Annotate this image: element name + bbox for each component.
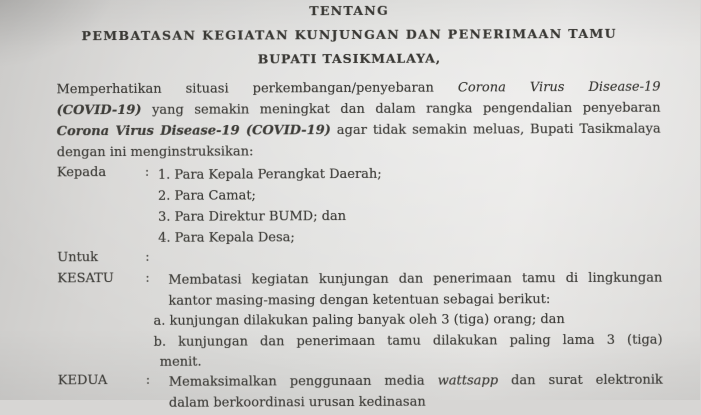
- kesatu-body: [153, 269, 663, 374]
- kedua-body: [169, 371, 663, 414]
- kepada-colon: :: [144, 164, 150, 180]
- preamble-text: Memperhatikan situasi perkembangan/penyebaran: [56, 80, 458, 98]
- kedua-text: Memaksimalkan penggunaan media: [168, 373, 438, 390]
- doc-title-tentang: TENTANG: [309, 2, 390, 19]
- preamble-text: dengan ini menginstruksikan:: [56, 144, 254, 161]
- kepada-item: 1. Para Kepala Perangkat Daerah;: [157, 166, 382, 183]
- preamble-line: [57, 140, 661, 164]
- kesatu-line: menit.: [159, 354, 202, 370]
- kepada-item: 3. Para Direktur BUMD; dan: [158, 209, 347, 225]
- kepada-list: [158, 163, 658, 249]
- kepada-label: Kepada: [56, 165, 107, 181]
- kepada-item: 4. Para Kepala Desa;: [158, 230, 295, 246]
- kesatu-line: kantor masing-masing dengan ketentuan sebagai berikut:: [168, 291, 551, 309]
- kesatu-label: KESATU: [57, 271, 114, 287]
- untuk-label: Untuk: [57, 250, 99, 266]
- untuk-colon: :: [145, 249, 150, 265]
- kepada-item: 2. Para Camat;: [157, 188, 256, 204]
- preamble-line: [56, 77, 660, 101]
- preamble-text: agar tidak semakin meluas, Bupati Tasikmalaya: [330, 121, 661, 139]
- kesatu-subitem-b: b. kunjungan dan penerimaan tamu dilakukan paling lama 3 (tiga): [153, 332, 663, 350]
- kedua-text: dan surat elektronik: [498, 372, 663, 389]
- covid-term-italic: Corona Virus Disease-19: [457, 79, 661, 96]
- kesatu-colon: :: [145, 270, 150, 286]
- wattsapp-italic: wattsapp: [437, 373, 499, 389]
- kedua-clipped-line: dalam berkoordinasi urusan kedinasan: [168, 394, 426, 411]
- preamble-paragraph: [56, 77, 660, 164]
- doc-title-issuer: BUPATI TASIKMALAYA,: [257, 50, 442, 67]
- preamble-text: yang semakin meningkat dan dalam rangka pengendalian penyebaran: [141, 100, 661, 118]
- kesatu-line: Membatasi kegiatan kunjungan dan penerimaan tamu di lingkungan: [168, 270, 663, 288]
- kesatu-subitem-a: a. kunjungan dilakukan paling banyak oleh 3 (tiga) orang; dan: [153, 312, 565, 329]
- preamble-line: [57, 119, 661, 143]
- doc-title-subject: PEMBATASAN KEGIATAN KUNJUNGAN DAN PENERIMAAN TAMU: [81, 25, 618, 44]
- kedua-colon: :: [145, 372, 151, 388]
- kedua-line: [169, 371, 663, 394]
- covid-term-italic: (COVID-19): [56, 102, 142, 119]
- preamble-line: [57, 98, 661, 122]
- covid-term-italic: Corona Virus Disease-19 (COVID-19): [56, 123, 331, 140]
- kedua-label: KEDUA: [57, 373, 108, 389]
